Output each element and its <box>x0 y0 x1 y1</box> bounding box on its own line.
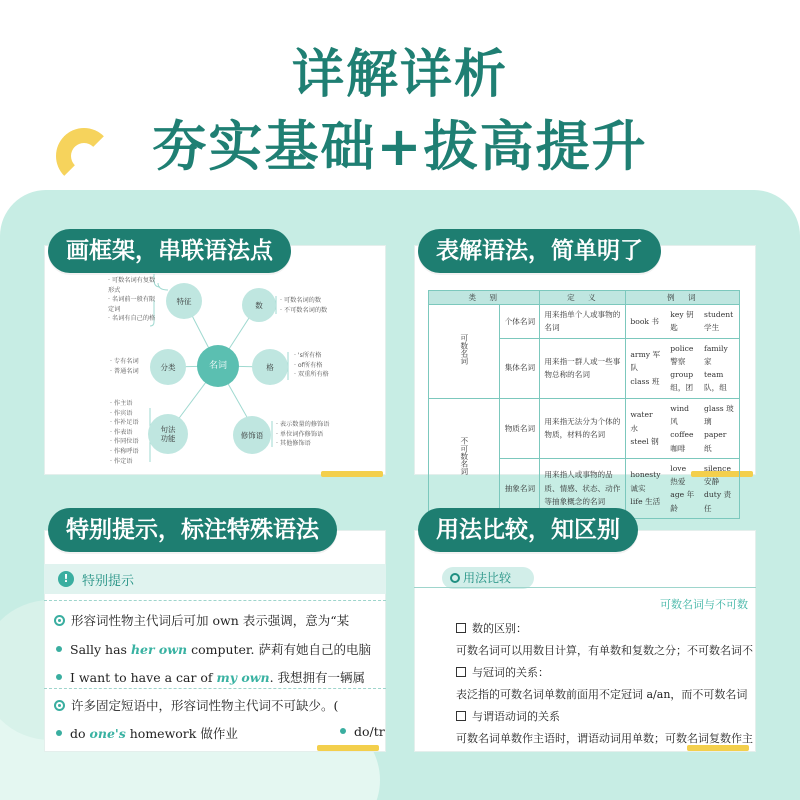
checkbox-icon <box>456 623 466 633</box>
table-header: 定 义 <box>540 291 626 305</box>
tip-line-1 <box>54 611 384 629</box>
headline-detailed-analysis: 详解详析 <box>291 45 508 105</box>
type-cell: 物质名词 <box>500 398 540 458</box>
compare-tab-label: 用法比较 <box>463 571 512 585</box>
compare-subtitle: 可数名词与不可数 <box>660 598 748 611</box>
compare-text-3: 可数名词单数作主语时，谓语动词用单数；可数名词复数作主 <box>456 732 753 745</box>
note-line: · 双重所有格 <box>294 371 329 379</box>
tip-text: 许多固定短语中，形容词性物主代词不可缺少。( <box>71 698 339 713</box>
tip-emphasis: one's <box>89 726 126 741</box>
mindmap-node-modifier: 修饰语 <box>233 416 271 454</box>
tip-text: computer. 萨莉有她自己的电脑 <box>187 642 371 657</box>
note-line: · 单位词作修饰语 <box>276 430 324 438</box>
note-line: 形式 <box>108 286 121 294</box>
note-line: · 作主语 <box>110 400 133 407</box>
note-line: · 's所有格 <box>294 352 322 359</box>
mindmap-node-center: 名词 <box>197 345 239 387</box>
checkbox-icon <box>456 711 466 721</box>
note-line: · 名词前一般有限 <box>108 296 156 304</box>
bullet-dot-icon <box>56 730 62 736</box>
bullet-dot-icon <box>56 646 62 652</box>
tips-header <box>44 564 386 594</box>
tag-mindmap: 画框架，串联语法点 <box>48 229 291 273</box>
compare-item-1 <box>456 620 527 636</box>
compare-divider <box>414 587 756 588</box>
example-cell: glass 玻璃 paper 纸 <box>700 398 739 458</box>
example-cell: key 钥匙 <box>666 305 700 339</box>
bullet-circle-icon <box>54 615 65 626</box>
headline-foundation: 夯实基础+拔高提升 <box>152 115 648 178</box>
example-cell: army 军队 class 班 <box>626 338 666 398</box>
tip-text: do <box>70 726 90 741</box>
definition-cell: 用来指无法分为个体的物质，材料的名词 <box>540 398 626 458</box>
example-cell: family 家 team 队，组 <box>700 338 739 398</box>
mindmap-node-case: 格 <box>252 349 288 385</box>
tip-text: Sally has <box>70 642 131 657</box>
tip-text: 形容词性物主代词后可加 own 表示强调，意为“某 <box>71 613 350 628</box>
compare-text-2: 表泛指的可数名词单数前面用不定冠词 a/an，而不可数名词 <box>456 688 748 701</box>
compare-item-2 <box>456 664 549 680</box>
tip-line-3 <box>56 668 384 686</box>
compare-item-3 <box>456 708 560 724</box>
mindmap-node-number: 数 <box>242 288 276 322</box>
tip-text: I want to have a car of <box>70 670 217 685</box>
table-header: 例 词 <box>626 291 740 305</box>
example-cell: book 书 <box>626 305 666 339</box>
note-line: · 作同位语 <box>110 438 139 446</box>
table-row <box>429 305 740 339</box>
compare-tab <box>442 567 534 589</box>
mindmap-notes-number <box>280 296 327 315</box>
tip-line-5 <box>56 724 386 742</box>
bullet-dot-icon <box>340 728 346 734</box>
definition-cell: 用来指一群人或一些事物总称的名词 <box>540 338 626 398</box>
dashed-divider <box>44 600 386 601</box>
note-line: · 作补足语 <box>110 419 139 427</box>
bullet-dot-icon <box>56 674 62 680</box>
note-line: · 普通名词 <box>110 367 139 375</box>
note-line: · of所有格 <box>294 361 323 369</box>
group-label: 不可数名词 <box>459 437 469 476</box>
note-line: · 名词有自己的格 <box>108 315 156 323</box>
tip-emphasis: my own <box>216 670 270 685</box>
magnifier-icon <box>450 573 460 583</box>
note-line: · 表示数量的修饰语 <box>276 421 330 428</box>
tag-tips: 特别提示，标注特殊语法 <box>48 508 337 552</box>
tip-text: do/tr <box>354 724 385 739</box>
note-line: · 专有名词 <box>110 358 139 365</box>
tip-emphasis: her own <box>130 642 188 657</box>
tag-compare: 用法比较，知区别 <box>418 508 638 552</box>
definition-cell: 用来指人或事物的品质、情感、状态、动作等抽象概念的名词 <box>540 458 626 518</box>
exclamation-icon: ! <box>58 571 74 587</box>
type-cell: 集体名词 <box>500 338 540 398</box>
checkbox-icon <box>456 667 466 677</box>
example-cell: student 学生 <box>700 305 739 339</box>
note-line: · 作宾语 <box>110 409 133 417</box>
note-line: · 不可数名词的数 <box>280 306 328 314</box>
compare-item-label: 与冠词的关系： <box>472 666 549 679</box>
group-cell <box>429 305 500 399</box>
example-cell: police 警察 group 组，团 <box>666 338 700 398</box>
tip-text: . 我想拥有一辆属 <box>269 670 366 685</box>
group-cell <box>429 398 500 518</box>
example-cell: wind 风 coffee 咖啡 <box>666 398 700 458</box>
definition-cell: 用来指单个人或事物的名词 <box>540 305 626 339</box>
compare-item-label: 与谓语动词的关系 <box>472 710 560 723</box>
bullet-circle-icon <box>54 700 65 711</box>
note-line: · 作表语 <box>110 428 133 436</box>
tip-line-2 <box>56 640 384 658</box>
mindmap-notes-category <box>110 357 139 376</box>
grammar-table <box>428 290 740 519</box>
type-cell: 抽象名词 <box>500 458 540 518</box>
table-row <box>429 398 740 458</box>
tip-text: homework 做作业 <box>125 726 238 741</box>
compare-text-1: 可数名词可以用数目计算，有单数和复数之分；不可数名词不 <box>456 644 753 657</box>
table-header: 类 别 <box>429 291 540 305</box>
example-cell: water 水 steel 钢 <box>626 398 666 458</box>
mindmap-notes-modifier <box>276 420 329 449</box>
note-line: · 作定语 <box>110 457 133 465</box>
mindmap-notes-feature <box>108 276 155 324</box>
note-line: 定词 <box>108 305 121 313</box>
mindmap-notes-case <box>294 351 329 380</box>
panel-accent <box>317 745 379 751</box>
mindmap-node-feature: 特征 <box>166 283 202 319</box>
compare-item-label: 数的区别： <box>472 622 527 635</box>
group-label: 可数名词 <box>459 334 469 365</box>
tip-line-5b <box>340 724 386 739</box>
tips-title: 特别提示 <box>82 574 135 589</box>
type-cell: 个体名词 <box>500 305 540 339</box>
note-line: · 可数名词有复数 <box>108 277 156 284</box>
example-cell: silence 安静 duty 责任 <box>700 458 739 518</box>
note-line: · 可数名词的数 <box>280 297 322 304</box>
mindmap-node-category: 分类 <box>150 349 186 385</box>
dashed-divider <box>44 688 386 689</box>
example-cell: love 热爱 age 年龄 <box>666 458 700 518</box>
tip-line-4 <box>54 696 384 714</box>
note-line: · 其他修饰语 <box>276 440 311 448</box>
example-cell: honesty 诚实 life 生活 <box>626 458 666 518</box>
tag-table: 表解语法，简单明了 <box>418 229 661 273</box>
note-line: · 作称呼语 <box>110 448 139 456</box>
mindmap-notes-function <box>110 399 139 466</box>
mindmap-node-function: 句法 功能 <box>148 414 188 454</box>
